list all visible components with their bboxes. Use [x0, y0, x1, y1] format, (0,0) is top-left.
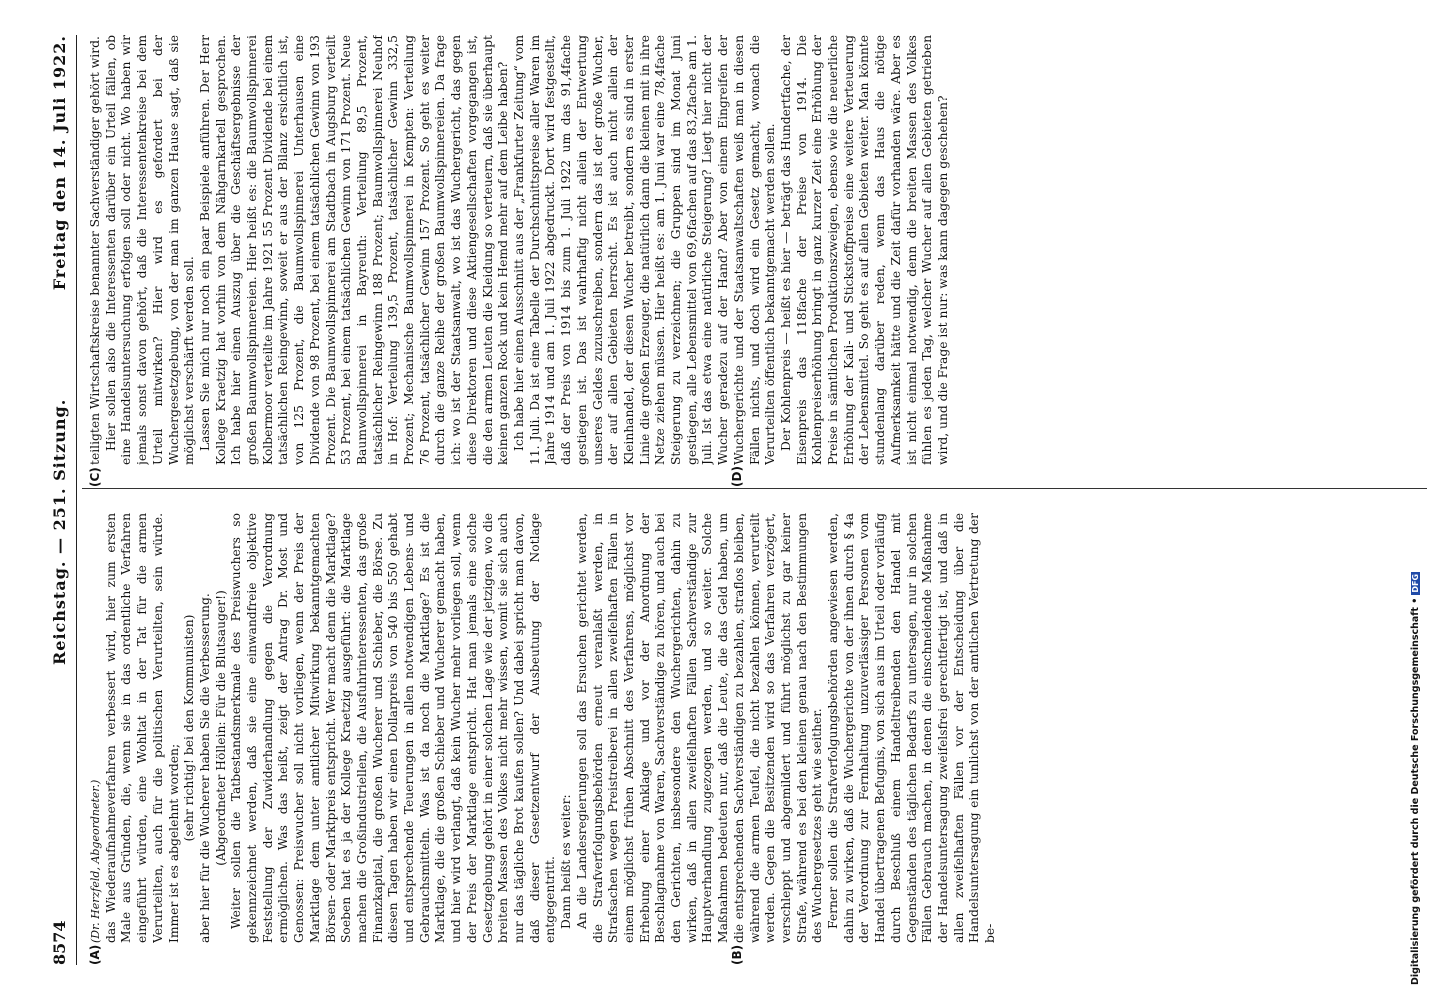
paragraph: Weiter sollen die Tatbestandsmerkmale des Preiswuchers so gekennzeichnet werden, daß sie eine einwandfreie objektive Feststellung der Zuwiderhandlung gegen die Verordnung ermöglichen. Was das heißt, zeigt der Antrag Dr. Most und Genossen: Preiswucher soll nicht vorliegen, wenn der Preis der Marktlage dem unter amtlicher Mitwirkung bekanntgemachten Börsen- oder Marktpreis entspricht. Wer macht denn die Marktlage? Soeben hat es ja der Kollege Kraetzig ausgeführt: die Marktlage machen die Großindustriellen, die Ausfuhrinteressenten, das große Finanzkapital, die großen Wucherer und Schieber, die Börse. Zu diesen Tagen haben wir einen Dollarpreis von 540 bis 550 gehabt und entsprechende Teuerungen in allen notwendigen Lebens- und Gebrauchsmitteln. Was ist da noch die Marktlage? Es ist die Marktlage, die die großen Schieber und Wucherer gemacht haben, und hier wird verlangt, daß kein Wucher mehr vorliegen soll, wenn der Preis der Marktlage entspricht. Hat man jemals eine solche Gesetzgebung gehört in einer solchen Lage wie der jetzigen, wo die breiten Massen des Volkes nicht mehr wissen, womit sie sich auch nur das tägliche Brot kaufen sollen? Und dabei spricht man davon, daß dieser Gesetzentwurf der Ausbeutung der Notlage entgegentritt. [229, 513, 558, 943]
left-text-column [88, 513, 1428, 943]
paragraph: Hier sollen also die Interessenten darüber ein Urteil fällen, ob eine Handelsuntersuchung erfolgen soll oder nicht. Wo haben wir jemals sonst davon gehört, daß die Interessentenkreise bei dem Urteil mitwirken? Hier wird es gefordert bei der Wuchergesetzgebung, von der man im ganzen Hause sagt, daß sie möglichst verschärft werden soll. [103, 35, 197, 465]
digitization-note [1410, 572, 1421, 985]
margin-marker-b: (B) [730, 944, 744, 965]
paragraph: Lassen Sie mich nur noch ein paar Beispiele anführen. Der Herr Kollege Kraetzig hat vorhin von dem Nähgarnkartell gesprochen. Ich habe hier einen Auszug über die Geschäftsergebnisse der großen Baumwollspinnereien. Hier heißt es: die Baumwollspinnerei Kolbermoor verteilte im Jahre 1921 55 Prozent Dividende bei einem tatsächlichen Reingewinn, soweit er aus der Bilanz ersichtlich ist, von 125 Prozent, die Baumwollspinnerei Unterhausen eine Dividende von 98 Prozent, bei einem tatsächlichen Gewinn von 193 Prozent. Die Baumwollspinnerei am Stadtbach in Augsburg verteilt 53 Prozent, bei einem tatsächlichen Gewinn von 171 Prozent. Neue Baumwollspinnerei in Bayreuth: Verteilung 89,5 Prozent, tatsächlicher Reingewinn 188 Prozent; Baumwollspinnerei Neuhof in Hof: Verteilung 139,5 Prozent, tatsächlicher Gewinn 332,5 Prozent; Mechanische Baumwollspinnerei in Kempten: Verteilung 76 Prozent, tatsächlicher Gewinn 157 Prozent. So geht es weiter durch die ganze Reihe der großen Baumwollspinnereien. Da frage ich: wo ist der Staatsanwalt, wo ist das Wuchergericht, das gegen diese Direktoren und diese Aktiengesellschaften vorgegangen ist, die den armen Leuten die Kleidung so verteuern, daß sie überhaupt keinen ganzen Rock und kein Hemd mehr auf dem Leibe haben? [197, 35, 511, 465]
rotated-document-page [50, 35, 1434, 965]
speaker-label: (Dr. Herzfeld, Abgeordneter.) [89, 779, 102, 943]
paragraph: teiligten Wirtschaftskreise benannter Sachverständiger gehört wird. [88, 36, 102, 465]
paragraph: Der Kohlenpreis — heißt es hier — beträgt das Hundertfache, der Eisenpreis das 118fache der Preise von 1914. Die Kohlenpreiserhöhung bringt in ganz kurzer Zeit eine Erhöhung der Preise in sämtlichen Produktionszweigen, ebenso wie die neuerliche Erhöhung der Kali- und Stickstoffpreise eine weitere Verteuerung der Lebensmittel. So geht es auf allen Gebieten weiter. Man könnte stundenlang darüber reden, wenn das Haus die nötige Aufmerksamkeit hätte und die Zeit dafür vorhanden wäre. Aber es ist nicht einmal notwendig, denn die breiten Massen des Volkes fühlen es jeden Tag, welcher Wucher auf allen Gebieten getrieben wird, und die Frage ist nur: was kann dagegen geschehen? [778, 35, 950, 465]
interjection: (sehr richtig! bei den Kommunisten) [182, 614, 197, 842]
interjection: (Abgeordneter Höllein: Für die Blutsauger!) [213, 590, 228, 866]
column-divider [82, 488, 1427, 489]
paragraph: Ich habe hier einen Ausschnitt aus der „Frankfurter Zeitung“ vom 11. Juli. Da ist eine Tabelle der Durchschnittspreise aller Waren im Jahre 1914 und am 1. Juli 1922 abgedruckt. Dort wird festgestellt, daß der Preis von 1914 bis zum 1. Juli 1922 um das 91,4fache gestiegen ist. Das ist wahrhaftig nicht allein der Entwertung unseres Geldes zuzuschreiben, sondern das ist der große Wucher, der auf allen Gebieten herrscht. Es ist auch nicht allein der Kleinhandel, der diesen Wucher betreibt, sondern es sind in erster Linie die großen Erzeuger, die natürlich dann die kleinen mit in ihre Netze ziehen müssen. Hier heißt es: am 1. Juni war eine 78,4fache Steigerung zu verzeichnen; die Gruppen sind im Monat Juni gestiegen, alle Lebensmittel von 69,6fachen auf das 83,2fache am 1. Juli. Ist das etwa eine natürliche Steigerung? Liegt hier nicht der Wucher geradezu auf der Hand? Aber von einem Eingreifen der Wuchergerichte und der Staatsanwaltschaften weiß man in diesen Fällen nichts, und doch wird ein Gesetz gemacht, wonach die Verurteilten öffentlich bekanntgemacht werden sollen. [511, 35, 778, 465]
page-header [50, 35, 76, 965]
session-title: Reichstag. — 251. Sitzung. [50, 398, 69, 665]
paragraph: Ferner sollen die Strafverfolgungsbehörden angewiesen werden, dahin zu wirken, daß die Wuchergerichte von der ihnen durch § 4a der Verordnung zur Fernhaltung unzuverlässiger Personen vom Handel übertragenen Befugnis, von sich aus im Urteil oder vorläufig durch Beschluß einem Handeltreibenden den Handel mit Gegenständen des täglichen Bedarfs zu untersagen, nur in solchen Fällen Gebrauch machen, in denen die einschneidende Maßnahme der Handelsuntersagung zweifelsfrei gerechtfertigt ist, und daß in allen zweifelhaften Fällen vor der Entscheidung über die Handelsuntersagung ein tunlichst von der amtlichen Vertretung der be- [826, 513, 998, 943]
right-text-column [88, 35, 1428, 465]
paragraph: das Wiederaufnahmeverfahren verbessert wird, hier zum ersten Male aus Gründen, die, wenn sie in das ordentliche Verfahren eingeführt würden, eine Wohltat in der Tat für die armen Verurteilten, auch für die politischen Verurteilten, sein würde. Immer ist es abgelehnt worden; [103, 513, 181, 943]
margin-marker-d: (D) [730, 466, 744, 487]
header-rule [76, 35, 77, 965]
paragraph: Dann heißt es weiter: [559, 794, 574, 929]
session-date: Freitag den 14. Juli 1922. [50, 35, 69, 291]
paragraph: aber hier für die Wucherer haben Sie die Verbesserung. [197, 593, 212, 943]
digitization-note-text: Digitalisierung gefördert durch die Deutsche Forschungsgemeinschaft • [1410, 597, 1421, 985]
page-number: 8574 [50, 920, 69, 965]
dfg-logo: DFG [1411, 573, 1420, 593]
margin-marker-c: (C) [88, 467, 102, 487]
margin-marker-a: (A) [88, 944, 102, 965]
quoted-paragraph: An die Landesregierungen soll das Ersuchen gerichtet werden, die Strafverfolgungsbehörden erneut veranlaßt werden, in Strafsachen wegen Preistreiberei in allen zweifelhaften Fällen in einem möglichst frühen Abschnitt des Verfahrens, möglichst vor Erhebung einer Anklage und vor der Anordnung der Beschlagnahme von Waren, Sachverständige zu hören, und auch bei den Gerichten, insbesondere den Wuchergerichten, dahin zu wirken, daß in allen zweifelhaften Fällen Sachverständige zur Hauptverhandlung zugezogen werden, und so weiter. Solche Maßnahmen bedeuten nur, daß die Leute, die das Geld haben, um die entsprechenden Sachverständigen zu bezahlen, straflos bleiben, während die armen Teufel, die nicht bezahlen können, verurteilt werden. Gegen die Besitzenden wird so das Verfahren verzögert, verschleppt und abgemildert und führt möglichst zu gar keiner Strafe, während es bei den kleinen genau nach den Bestimmungen des Wuchergesetzes geht wie seither. [574, 513, 825, 943]
